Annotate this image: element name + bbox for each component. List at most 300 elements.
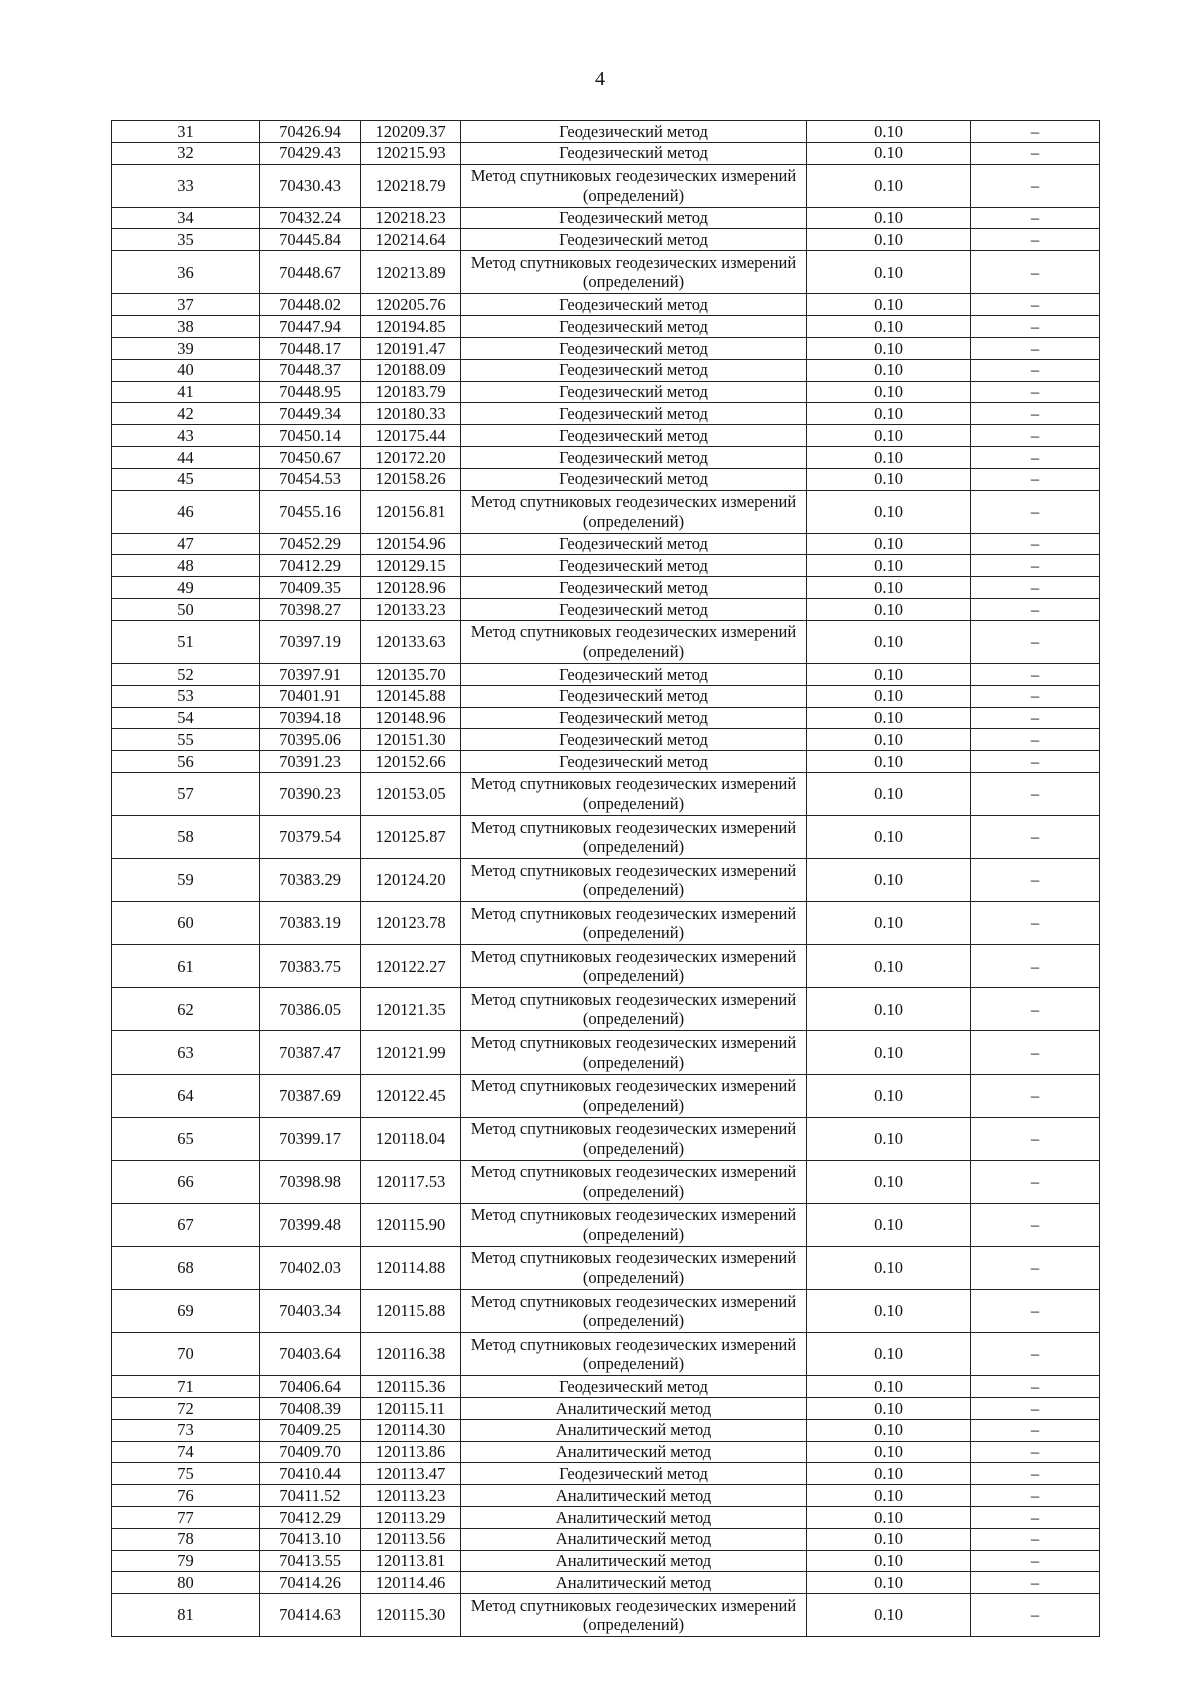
description-cell: –	[971, 859, 1100, 902]
point-number-cell: 47	[112, 533, 260, 555]
table-row	[112, 229, 1100, 251]
x-coordinate-cell: 70383.19	[260, 902, 361, 945]
accuracy-cell: 0.10	[807, 1074, 971, 1117]
x-coordinate-cell: 70448.37	[260, 359, 361, 381]
point-number-cell: 44	[112, 446, 260, 468]
x-coordinate-cell: 70448.02	[260, 294, 361, 316]
description-cell: –	[971, 945, 1100, 988]
table-row	[112, 1463, 1100, 1485]
y-coordinate-cell: 120133.23	[361, 599, 461, 621]
y-coordinate-cell: 120113.81	[361, 1550, 461, 1572]
accuracy-cell: 0.10	[807, 468, 971, 490]
method-cell: Геодезический метод	[461, 577, 807, 599]
point-number-cell: 51	[112, 620, 260, 663]
point-number-cell: 39	[112, 337, 260, 359]
method-cell: Метод спутниковых геодезических измерений (определений)	[461, 1290, 807, 1333]
y-coordinate-cell: 120218.79	[361, 164, 461, 207]
accuracy-cell: 0.10	[807, 1333, 971, 1376]
accuracy-cell: 0.10	[807, 207, 971, 229]
point-number-cell: 55	[112, 729, 260, 751]
x-coordinate-cell: 70450.14	[260, 425, 361, 447]
point-number-cell: 61	[112, 945, 260, 988]
y-coordinate-cell: 120123.78	[361, 902, 461, 945]
table-row	[112, 577, 1100, 599]
accuracy-cell: 0.10	[807, 294, 971, 316]
point-number-cell: 41	[112, 381, 260, 403]
x-coordinate-cell: 70452.29	[260, 533, 361, 555]
accuracy-cell: 0.10	[807, 1398, 971, 1420]
point-number-cell: 32	[112, 142, 260, 164]
table-row	[112, 1246, 1100, 1289]
accuracy-cell: 0.10	[807, 816, 971, 859]
point-number-cell: 60	[112, 902, 260, 945]
method-cell: Геодезический метод	[461, 207, 807, 229]
method-cell: Геодезический метод	[461, 229, 807, 251]
point-number-cell: 75	[112, 1463, 260, 1485]
accuracy-cell: 0.10	[807, 1550, 971, 1572]
table-row	[112, 446, 1100, 468]
table-row	[112, 1203, 1100, 1246]
table-row	[112, 1419, 1100, 1441]
accuracy-cell: 0.10	[807, 945, 971, 988]
description-cell: –	[971, 1290, 1100, 1333]
table-row	[112, 1507, 1100, 1529]
description-cell: –	[971, 1117, 1100, 1160]
description-cell: –	[971, 142, 1100, 164]
table-row	[112, 902, 1100, 945]
x-coordinate-cell: 70399.48	[260, 1203, 361, 1246]
y-coordinate-cell: 120156.81	[361, 490, 461, 533]
y-coordinate-cell: 120214.64	[361, 229, 461, 251]
accuracy-cell: 0.10	[807, 685, 971, 707]
table-row	[112, 381, 1100, 403]
accuracy-cell: 0.10	[807, 988, 971, 1031]
x-coordinate-cell: 70445.84	[260, 229, 361, 251]
y-coordinate-cell: 120152.66	[361, 751, 461, 773]
description-cell: –	[971, 251, 1100, 294]
y-coordinate-cell: 120154.96	[361, 533, 461, 555]
method-cell: Геодезический метод	[461, 707, 807, 729]
method-cell: Геодезический метод	[461, 468, 807, 490]
point-number-cell: 71	[112, 1376, 260, 1398]
method-cell: Геодезический метод	[461, 751, 807, 773]
description-cell: –	[971, 1419, 1100, 1441]
description-cell: –	[971, 121, 1100, 143]
method-cell: Геодезический метод	[461, 729, 807, 751]
accuracy-cell: 0.10	[807, 1463, 971, 1485]
table-row	[112, 1074, 1100, 1117]
table-row	[112, 316, 1100, 338]
x-coordinate-cell: 70409.25	[260, 1419, 361, 1441]
x-coordinate-cell: 70447.94	[260, 316, 361, 338]
y-coordinate-cell: 120153.05	[361, 772, 461, 815]
y-coordinate-cell: 120113.56	[361, 1528, 461, 1550]
x-coordinate-cell: 70413.55	[260, 1550, 361, 1572]
accuracy-cell: 0.10	[807, 121, 971, 143]
point-number-cell: 69	[112, 1290, 260, 1333]
y-coordinate-cell: 120128.96	[361, 577, 461, 599]
accuracy-cell: 0.10	[807, 751, 971, 773]
y-coordinate-cell: 120121.99	[361, 1031, 461, 1074]
method-cell: Геодезический метод	[461, 316, 807, 338]
method-cell: Геодезический метод	[461, 142, 807, 164]
description-cell: –	[971, 359, 1100, 381]
method-cell: Аналитический метод	[461, 1550, 807, 1572]
table-row	[112, 207, 1100, 229]
method-cell: Геодезический метод	[461, 337, 807, 359]
y-coordinate-cell: 120114.88	[361, 1246, 461, 1289]
x-coordinate-cell: 70397.91	[260, 663, 361, 685]
table-row	[112, 729, 1100, 751]
point-number-cell: 67	[112, 1203, 260, 1246]
point-number-cell: 58	[112, 816, 260, 859]
y-coordinate-cell: 120115.90	[361, 1203, 461, 1246]
point-number-cell: 80	[112, 1572, 260, 1594]
method-cell: Геодезический метод	[461, 381, 807, 403]
y-coordinate-cell: 120118.04	[361, 1117, 461, 1160]
y-coordinate-cell: 120114.30	[361, 1419, 461, 1441]
x-coordinate-cell: 70399.17	[260, 1117, 361, 1160]
y-coordinate-cell: 120114.46	[361, 1572, 461, 1594]
y-coordinate-cell: 120115.30	[361, 1594, 461, 1637]
method-cell: Метод спутниковых геодезических измерений (определений)	[461, 1246, 807, 1289]
point-number-cell: 57	[112, 772, 260, 815]
description-cell: –	[971, 685, 1100, 707]
point-number-cell: 49	[112, 577, 260, 599]
description-cell: –	[971, 337, 1100, 359]
point-number-cell: 66	[112, 1160, 260, 1203]
y-coordinate-cell: 120113.23	[361, 1485, 461, 1507]
accuracy-cell: 0.10	[807, 707, 971, 729]
x-coordinate-cell: 70448.17	[260, 337, 361, 359]
accuracy-cell: 0.10	[807, 1572, 971, 1594]
x-coordinate-cell: 70403.34	[260, 1290, 361, 1333]
description-cell: –	[971, 663, 1100, 685]
point-number-cell: 52	[112, 663, 260, 685]
x-coordinate-cell: 70403.64	[260, 1333, 361, 1376]
method-cell: Аналитический метод	[461, 1528, 807, 1550]
point-number-cell: 64	[112, 1074, 260, 1117]
x-coordinate-cell: 70455.16	[260, 490, 361, 533]
method-cell: Геодезический метод	[461, 1463, 807, 1485]
description-cell: –	[971, 381, 1100, 403]
x-coordinate-cell: 70409.70	[260, 1441, 361, 1463]
method-cell: Геодезический метод	[461, 685, 807, 707]
method-cell: Геодезический метод	[461, 533, 807, 555]
method-cell: Метод спутниковых геодезических измерений (определений)	[461, 772, 807, 815]
point-number-cell: 77	[112, 1507, 260, 1529]
x-coordinate-cell: 70383.75	[260, 945, 361, 988]
description-cell: –	[971, 1031, 1100, 1074]
point-number-cell: 73	[112, 1419, 260, 1441]
table-row	[112, 555, 1100, 577]
description-cell: –	[971, 772, 1100, 815]
table-row	[112, 403, 1100, 425]
point-number-cell: 53	[112, 685, 260, 707]
table-row	[112, 1485, 1100, 1507]
point-number-cell: 54	[112, 707, 260, 729]
method-cell: Метод спутниковых геодезических измерений (определений)	[461, 620, 807, 663]
accuracy-cell: 0.10	[807, 446, 971, 468]
accuracy-cell: 0.10	[807, 533, 971, 555]
y-coordinate-cell: 120191.47	[361, 337, 461, 359]
x-coordinate-cell: 70379.54	[260, 816, 361, 859]
y-coordinate-cell: 120151.30	[361, 729, 461, 751]
x-coordinate-cell: 70401.91	[260, 685, 361, 707]
y-coordinate-cell: 120133.63	[361, 620, 461, 663]
x-coordinate-cell: 70409.35	[260, 577, 361, 599]
y-coordinate-cell: 120122.27	[361, 945, 461, 988]
y-coordinate-cell: 120148.96	[361, 707, 461, 729]
description-cell: –	[971, 1507, 1100, 1529]
point-number-cell: 62	[112, 988, 260, 1031]
x-coordinate-cell: 70429.43	[260, 142, 361, 164]
description-cell: –	[971, 988, 1100, 1031]
x-coordinate-cell: 70387.69	[260, 1074, 361, 1117]
table-row	[112, 1398, 1100, 1420]
description-cell: –	[971, 577, 1100, 599]
method-cell: Геодезический метод	[461, 446, 807, 468]
accuracy-cell: 0.10	[807, 577, 971, 599]
description-cell: –	[971, 229, 1100, 251]
x-coordinate-cell: 70414.63	[260, 1594, 361, 1637]
description-cell: –	[971, 1398, 1100, 1420]
accuracy-cell: 0.10	[807, 1031, 971, 1074]
table-row	[112, 945, 1100, 988]
method-cell: Аналитический метод	[461, 1507, 807, 1529]
point-number-cell: 34	[112, 207, 260, 229]
x-coordinate-cell: 70394.18	[260, 707, 361, 729]
description-cell: –	[971, 1074, 1100, 1117]
point-number-cell: 72	[112, 1398, 260, 1420]
accuracy-cell: 0.10	[807, 1376, 971, 1398]
table-row	[112, 816, 1100, 859]
point-number-cell: 45	[112, 468, 260, 490]
point-number-cell: 50	[112, 599, 260, 621]
description-cell: –	[971, 468, 1100, 490]
y-coordinate-cell: 120172.20	[361, 446, 461, 468]
accuracy-cell: 0.10	[807, 251, 971, 294]
description-cell: –	[971, 751, 1100, 773]
description-cell: –	[971, 1246, 1100, 1289]
description-cell: –	[971, 1376, 1100, 1398]
y-coordinate-cell: 120183.79	[361, 381, 461, 403]
x-coordinate-cell: 70412.29	[260, 555, 361, 577]
table-row	[112, 1528, 1100, 1550]
method-cell: Геодезический метод	[461, 663, 807, 685]
description-cell: –	[971, 707, 1100, 729]
y-coordinate-cell: 120218.23	[361, 207, 461, 229]
table-row	[112, 1333, 1100, 1376]
method-cell: Аналитический метод	[461, 1485, 807, 1507]
x-coordinate-cell: 70430.43	[260, 164, 361, 207]
x-coordinate-cell: 70414.26	[260, 1572, 361, 1594]
point-number-cell: 81	[112, 1594, 260, 1637]
table-row	[112, 1572, 1100, 1594]
description-cell: –	[971, 599, 1100, 621]
point-number-cell: 43	[112, 425, 260, 447]
description-cell: –	[971, 164, 1100, 207]
table-row	[112, 533, 1100, 555]
method-cell: Метод спутниковых геодезических измерений (определений)	[461, 1074, 807, 1117]
y-coordinate-cell: 120124.20	[361, 859, 461, 902]
accuracy-cell: 0.10	[807, 229, 971, 251]
description-cell: –	[971, 1550, 1100, 1572]
x-coordinate-cell: 70406.64	[260, 1376, 361, 1398]
method-cell: Метод спутниковых геодезических измерений (определений)	[461, 1333, 807, 1376]
table-row	[112, 1550, 1100, 1572]
accuracy-cell: 0.10	[807, 164, 971, 207]
method-cell: Метод спутниковых геодезических измерений (определений)	[461, 859, 807, 902]
y-coordinate-cell: 120117.53	[361, 1160, 461, 1203]
table-row	[112, 121, 1100, 143]
x-coordinate-cell: 70383.29	[260, 859, 361, 902]
y-coordinate-cell: 120158.26	[361, 468, 461, 490]
point-number-cell: 63	[112, 1031, 260, 1074]
table-row	[112, 1376, 1100, 1398]
table-row	[112, 663, 1100, 685]
table-row	[112, 620, 1100, 663]
point-number-cell: 48	[112, 555, 260, 577]
table-row	[112, 164, 1100, 207]
point-number-cell: 36	[112, 251, 260, 294]
accuracy-cell: 0.10	[807, 490, 971, 533]
accuracy-cell: 0.10	[807, 772, 971, 815]
table-row	[112, 1441, 1100, 1463]
y-coordinate-cell: 120188.09	[361, 359, 461, 381]
method-cell: Аналитический метод	[461, 1441, 807, 1463]
description-cell: –	[971, 1572, 1100, 1594]
y-coordinate-cell: 120175.44	[361, 425, 461, 447]
point-number-cell: 31	[112, 121, 260, 143]
accuracy-cell: 0.10	[807, 555, 971, 577]
accuracy-cell: 0.10	[807, 1419, 971, 1441]
x-coordinate-cell: 70402.03	[260, 1246, 361, 1289]
point-number-cell: 59	[112, 859, 260, 902]
method-cell: Метод спутниковых геодезических измерений (определений)	[461, 988, 807, 1031]
method-cell: Аналитический метод	[461, 1419, 807, 1441]
description-cell: –	[971, 403, 1100, 425]
x-coordinate-cell: 70413.10	[260, 1528, 361, 1550]
accuracy-cell: 0.10	[807, 1485, 971, 1507]
description-cell: –	[971, 1160, 1100, 1203]
method-cell: Метод спутниковых геодезических измерений (определений)	[461, 1203, 807, 1246]
x-coordinate-cell: 70397.19	[260, 620, 361, 663]
description-cell: –	[971, 1333, 1100, 1376]
y-coordinate-cell: 120122.45	[361, 1074, 461, 1117]
x-coordinate-cell: 70454.53	[260, 468, 361, 490]
accuracy-cell: 0.10	[807, 337, 971, 359]
method-cell: Метод спутниковых геодезических измерений (определений)	[461, 1160, 807, 1203]
accuracy-cell: 0.10	[807, 1203, 971, 1246]
y-coordinate-cell: 120215.93	[361, 142, 461, 164]
method-cell: Геодезический метод	[461, 403, 807, 425]
y-coordinate-cell: 120113.86	[361, 1441, 461, 1463]
method-cell: Геодезический метод	[461, 555, 807, 577]
point-number-cell: 37	[112, 294, 260, 316]
accuracy-cell: 0.10	[807, 425, 971, 447]
description-cell: –	[971, 902, 1100, 945]
point-number-cell: 42	[112, 403, 260, 425]
point-number-cell: 74	[112, 1441, 260, 1463]
accuracy-cell: 0.10	[807, 1290, 971, 1333]
method-cell: Метод спутниковых геодезических измерений (определений)	[461, 1594, 807, 1637]
description-cell: –	[971, 490, 1100, 533]
point-number-cell: 46	[112, 490, 260, 533]
method-cell: Метод спутниковых геодезических измерений (определений)	[461, 164, 807, 207]
method-cell: Метод спутниковых геодезических измерений (определений)	[461, 902, 807, 945]
y-coordinate-cell: 120113.47	[361, 1463, 461, 1485]
accuracy-cell: 0.10	[807, 1528, 971, 1550]
accuracy-cell: 0.10	[807, 599, 971, 621]
x-coordinate-cell: 70449.34	[260, 403, 361, 425]
x-coordinate-cell: 70412.29	[260, 1507, 361, 1529]
y-coordinate-cell: 120205.76	[361, 294, 461, 316]
table-row	[112, 859, 1100, 902]
table-row	[112, 707, 1100, 729]
description-cell: –	[971, 1463, 1100, 1485]
point-number-cell: 76	[112, 1485, 260, 1507]
accuracy-cell: 0.10	[807, 620, 971, 663]
y-coordinate-cell: 120135.70	[361, 663, 461, 685]
method-cell: Геодезический метод	[461, 599, 807, 621]
y-coordinate-cell: 120115.88	[361, 1290, 461, 1333]
x-coordinate-cell: 70391.23	[260, 751, 361, 773]
x-coordinate-cell: 70387.47	[260, 1031, 361, 1074]
y-coordinate-cell: 120213.89	[361, 251, 461, 294]
table-row	[112, 1594, 1100, 1637]
table-row	[112, 490, 1100, 533]
description-cell: –	[971, 316, 1100, 338]
accuracy-cell: 0.10	[807, 1160, 971, 1203]
x-coordinate-cell: 70410.44	[260, 1463, 361, 1485]
method-cell: Геодезический метод	[461, 425, 807, 447]
x-coordinate-cell: 70426.94	[260, 121, 361, 143]
point-number-cell: 33	[112, 164, 260, 207]
accuracy-cell: 0.10	[807, 663, 971, 685]
description-cell: –	[971, 816, 1100, 859]
table-row	[112, 772, 1100, 815]
accuracy-cell: 0.10	[807, 403, 971, 425]
x-coordinate-cell: 70448.67	[260, 251, 361, 294]
method-cell: Метод спутниковых геодезических измерений (определений)	[461, 251, 807, 294]
description-cell: –	[971, 1441, 1100, 1463]
method-cell: Метод спутниковых геодезических измерений (определений)	[461, 1117, 807, 1160]
y-coordinate-cell: 120125.87	[361, 816, 461, 859]
x-coordinate-cell: 70395.06	[260, 729, 361, 751]
y-coordinate-cell: 120116.38	[361, 1333, 461, 1376]
page-number: 4	[595, 68, 605, 90]
point-number-cell: 65	[112, 1117, 260, 1160]
x-coordinate-cell: 70448.95	[260, 381, 361, 403]
y-coordinate-cell: 120121.35	[361, 988, 461, 1031]
x-coordinate-cell: 70432.24	[260, 207, 361, 229]
table-row	[112, 359, 1100, 381]
accuracy-cell: 0.10	[807, 859, 971, 902]
accuracy-cell: 0.10	[807, 359, 971, 381]
method-cell: Аналитический метод	[461, 1398, 807, 1420]
table-row	[112, 142, 1100, 164]
point-number-cell: 56	[112, 751, 260, 773]
accuracy-cell: 0.10	[807, 381, 971, 403]
description-cell: –	[971, 1485, 1100, 1507]
description-cell: –	[971, 555, 1100, 577]
method-cell: Метод спутниковых геодезических измерений (определений)	[461, 490, 807, 533]
accuracy-cell: 0.10	[807, 902, 971, 945]
table-row	[112, 599, 1100, 621]
point-number-cell: 38	[112, 316, 260, 338]
description-cell: –	[971, 729, 1100, 751]
